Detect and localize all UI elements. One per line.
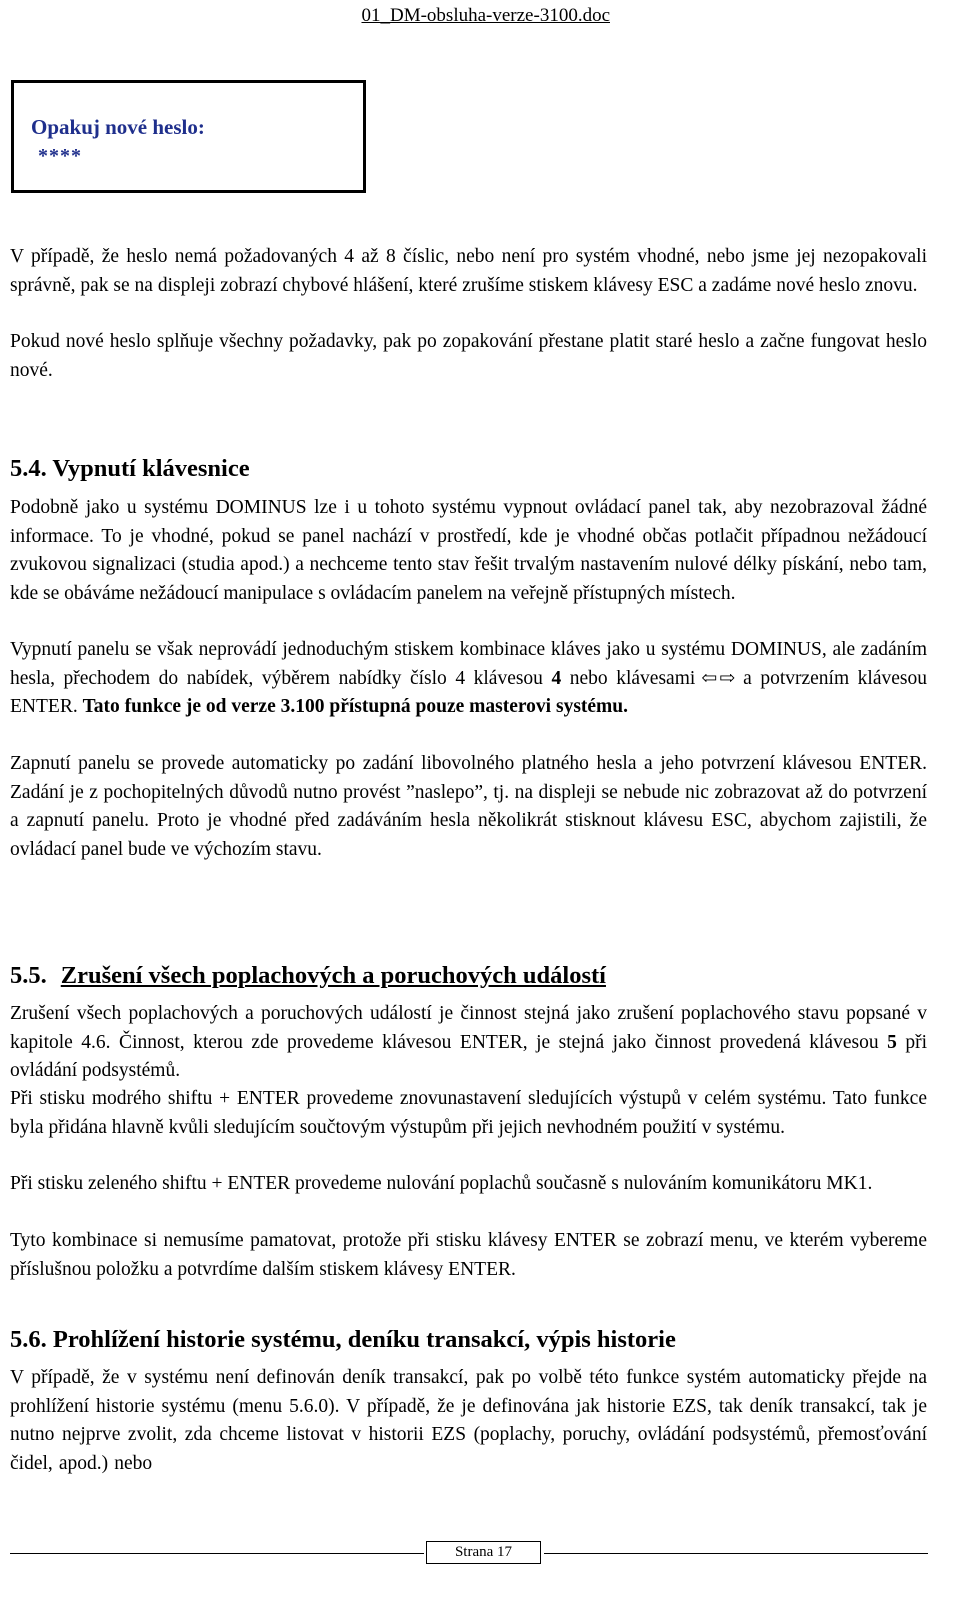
procedure-text-c: a potvrzením klávesou ENTER. [10, 667, 928, 717]
paragraph-5-4-procedure [10, 636, 927, 722]
paragraph-5-5-blue-shift: Při stisku modrého shiftu + ENTER provedeme znovunastavení sledujících výstupů v celém systému. Tato funkce byla přidána hlavně kvůli sledujícím součtovým výstupům při jejich nevhodném použití v systému. [10, 1088, 927, 1138]
section-title-5-5: Zrušení všech poplachových a poruchových událostí [60, 962, 606, 989]
master-only-note: Tato funkce je od verze 3.100 přístupná pouze masterovi systému. [82, 696, 629, 717]
procedure-text-b: nebo klávesami [569, 667, 696, 689]
section-number-5-5: 5.5. [10, 962, 47, 989]
lcd-display-box [11, 80, 366, 193]
section-heading-5-5 [10, 962, 606, 990]
arrow-keys-icon: ⇦⇨ [701, 667, 738, 689]
paragraph-5-5-cancel [10, 1000, 927, 1086]
paragraph-intro-error: V případě, že heslo nemá požadovaných 4 až 8 číslic, nebo není pro systém vhodné, nebo jsme jej nezopakovali správně, pak se na displeji zobrazí chybové hlášení, které zrušíme stiskem klávesy ESC a zadáme nové heslo znovu. [10, 246, 927, 296]
cancel-text-b: při ovládání podsystémů. [10, 1031, 928, 1081]
document-filename-header: 01_DM-obsluha-verze-3100.doc [361, 5, 610, 26]
section-heading-5-6: 5.6. Prohlížení historie systému, deníku transakcí, výpis historie [10, 1326, 676, 1353]
paragraph-5-6-history: V případě, že v systému není definován deník transakcí, pak po volbě této funkce systém automaticky přejde na prohlížení historie systému (menu 5.6.0). V případě, že je definována jak historie EZS, tak deník transakcí, tak je nutno nejprve zvolit, zda chceme listovat v historii EZS (poplachy, poruchy, ovládání podsystémů, přemosťování čidel, apod.) nebo [10, 1367, 927, 1474]
cancel-text-a: Zrušení všech poplachových a poruchových událostí je činnost stejná jako zrušení poplachového stavu popsané v kapitole 4.6. Činnost, kterou zde provedeme klávesou ENTER, je stejná jako činnost provedená klávesou [10, 1003, 927, 1053]
paragraph-5-4-intro: Podobně jako u systému DOMINUS lze i u tohoto systému vypnout ovládací panel tak, aby nezobrazoval žádné informace. To je vhodné, pokud se panel nachází v prostředí, kde je vhodné občas potlačit případnou nežádoucí zvukovou signalizaci (studia apod.) a nechceme tento stav řešit trvalým nastavením nulové délky pískání, nebo tam, kde se obáváme nežádoucí manipulace s ovládacím panelem na veřejně přístupných místech. [10, 497, 927, 604]
key-number-4: 4 [551, 667, 562, 689]
paragraph-5-5-menu: Tyto kombinace si nemusíme pamatovat, protože při stisku klávesy ENTER se zobrazí menu, ve kterém vybereme příslušnou položku a potvrdíme dalším stiskem klávesy ENTER. [10, 1230, 927, 1280]
paragraph-5-5-green-shift: Při stisku zeleného shiftu + ENTER provedeme nulování poplachů současně s nulováním komunikátoru MK1. [10, 1173, 873, 1194]
procedure-text-a: Vypnutí panelu se však neprovádí jednoduchým stiskem kombinace kláves jako u systému DOMINUS, ale zadáním hesla, přechodem do nabídek, výběrem nabídky číslo 4 klávesou [10, 639, 927, 689]
page-number: Strana 17 [426, 1541, 541, 1564]
paragraph-intro-valid: Pokud nové heslo splňuje všechny požadavky, pak po zopakování přestane platit staré heslo a začne fungovat heslo nové. [10, 331, 927, 381]
display-prompt-text: Opakuj nové heslo: [31, 115, 205, 139]
display-masked-password: **** [38, 145, 82, 167]
section-heading-5-4: 5.4. Vypnutí klávesnice [10, 455, 250, 482]
key-number-5: 5 [887, 1031, 897, 1053]
paragraph-5-4-enable: Zapnutí panelu se provede automaticky po zadání libovolného platného hesla a jeho potvrzení klávesou ENTER. Zadání je z pochopitelných důvodů nutno provést ”naslepo”, tj. na displeji se nebude nic zobrazovat až do potvrzení a zapnutí panelu. Proto je vhodné před zadáváním hesla několikrát stisknout klávesu ESC, abychom zajistili, že ovládací panel bude ve výchozím stavu. [10, 753, 927, 860]
